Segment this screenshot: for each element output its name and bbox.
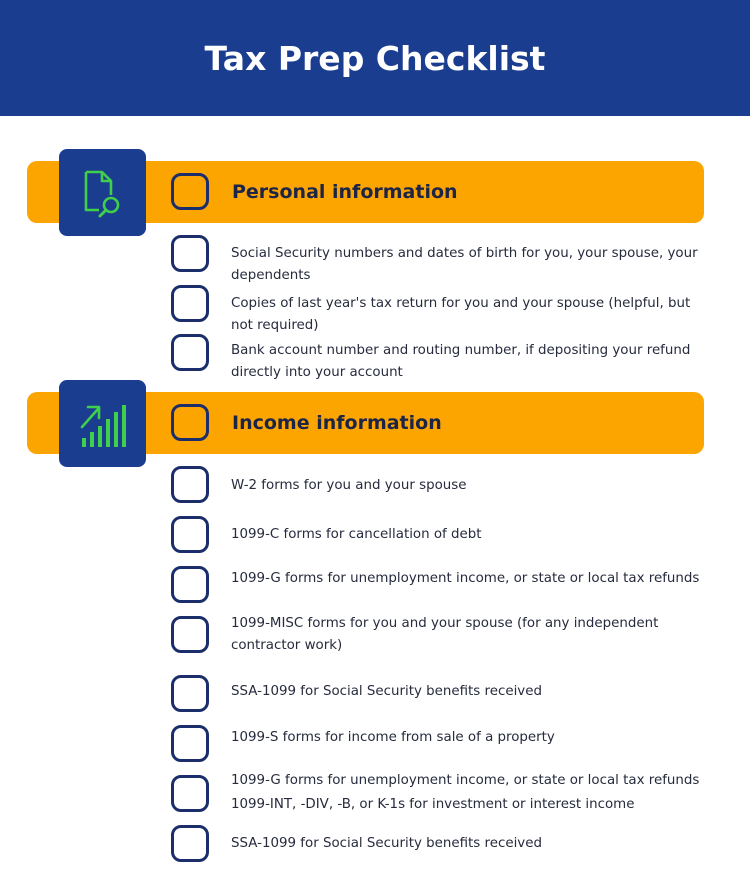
list-item: 1099-S forms for income from sale of a property — [231, 730, 555, 745]
section-checkbox-personal[interactable] — [171, 173, 209, 210]
checkbox[interactable] — [171, 616, 209, 653]
section-checkbox-income[interactable] — [171, 404, 209, 441]
list-item: Social Security numbers and dates of birth for you, your spouse, your dependents — [231, 246, 698, 283]
checkbox[interactable] — [171, 516, 209, 553]
checkbox[interactable] — [171, 675, 209, 712]
list-item: 1099-MISC forms for you and your spouse (for any independent contractor work) — [231, 616, 659, 653]
growth-chart-icon — [76, 397, 130, 451]
list-item: 1099-INT, -DIV, -B, or K-1s for investment or interest income — [231, 797, 635, 812]
checkbox[interactable] — [171, 235, 209, 272]
checkbox[interactable] — [171, 725, 209, 762]
list-item: 1099-G forms for unemployment income, or state or local tax refunds — [231, 773, 700, 788]
section-title-personal: Personal information — [232, 181, 458, 203]
checkbox[interactable] — [171, 775, 209, 812]
checkbox[interactable] — [171, 825, 209, 862]
list-item: 1099-G forms for unemployment income, or state or local tax refunds — [231, 571, 700, 586]
document-search-icon — [77, 167, 129, 219]
list-item: W-2 forms for you and your spouse — [231, 478, 467, 493]
section-icon-income — [59, 380, 146, 467]
checkbox[interactable] — [171, 334, 209, 371]
list-item: Bank account number and routing number, if depositing your refund directly into your account — [231, 343, 691, 380]
checkbox[interactable] — [171, 466, 209, 503]
checkbox[interactable] — [171, 285, 209, 322]
header-banner — [0, 0, 750, 116]
list-item: 1099-C forms for cancellation of debt — [231, 527, 482, 542]
page-title: Tax Prep Checklist — [204, 38, 546, 78]
section-icon-personal — [59, 149, 146, 236]
list-item: Copies of last year's tax return for you and your spouse (helpful, but not required) — [231, 296, 691, 333]
section-title-income: Income information — [232, 412, 442, 434]
checkbox[interactable] — [171, 566, 209, 603]
list-item: SSA-1099 for Social Security benefits received — [231, 684, 542, 699]
list-item: SSA-1099 for Social Security benefits received — [231, 836, 542, 851]
